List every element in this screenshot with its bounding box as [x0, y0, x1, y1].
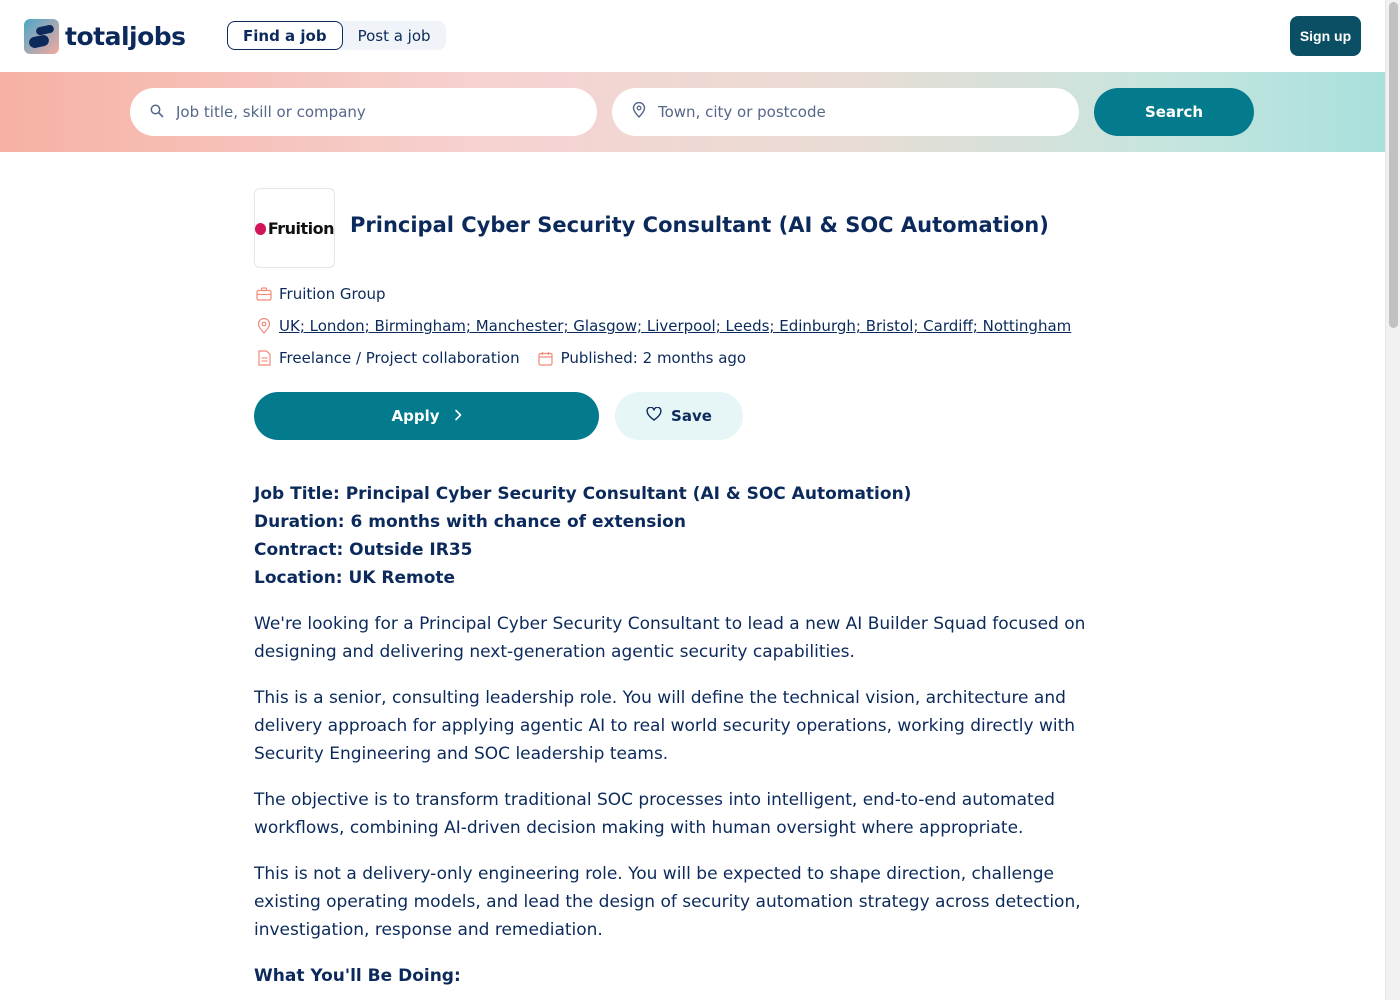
- apply-button[interactable]: [254, 392, 599, 440]
- calendar-icon: [538, 350, 554, 366]
- job-facts: [254, 480, 1124, 592]
- location-pin-icon: [256, 318, 272, 334]
- nav-post-a-job[interactable]: Post a job: [357, 26, 431, 45]
- search-icon: [150, 103, 164, 122]
- fact-job-title: Job Title: Principal Cyber Security Consultant (AI & SOC Automation): [254, 484, 912, 504]
- search-band: [0, 72, 1385, 152]
- totaljobs-logo[interactable]: [24, 18, 186, 54]
- sign-up-button[interactable]: Sign up: [1290, 16, 1361, 56]
- description-paragraph: This is a senior, consulting leadership role. You will define the technical vision, architecture and delivery approach for applying agentic AI to real world security operations, working directly with Security Engineering and SOC leadership teams.: [254, 688, 1076, 764]
- job-title: Principal Cyber Security Consultant (AI & SOC Automation): [350, 213, 1049, 237]
- briefcase-icon: [256, 286, 272, 302]
- save-button[interactable]: [615, 392, 743, 440]
- description-paragraph: The objective is to transform traditional SOC processes into intelligent, end-to-end automated workflows, combining AI-driven decision making with human oversight where appropriate.: [254, 790, 1055, 838]
- job-description: [254, 480, 1124, 990]
- job-type-row: [256, 349, 746, 367]
- section-heading: What You'll Be Doing:: [254, 966, 461, 986]
- location-input[interactable]: [656, 102, 1056, 122]
- logo-text: totaljobs: [65, 21, 186, 51]
- job-title-input[interactable]: [174, 102, 574, 122]
- company-name: Fruition Group: [279, 285, 386, 303]
- what-search-field[interactable]: [130, 88, 597, 136]
- save-label: Save: [671, 407, 712, 425]
- page-scrollbar[interactable]: [1385, 0, 1400, 1000]
- where-search-field[interactable]: [612, 88, 1079, 136]
- fact-location: Location: UK Remote: [254, 568, 456, 588]
- nav-toggle: [227, 21, 446, 50]
- apply-label: Apply: [391, 407, 440, 425]
- company-row: [256, 285, 386, 303]
- description-paragraph: We're looking for a Principal Cyber Security Consultant to lead a new AI Builder Squad focused on designing and delivering next-generation agentic security capabilities.: [254, 614, 1086, 662]
- job-locations-link[interactable]: UK; London; Birmingham; Manchester; Glasgow; Liverpool; Leeds; Edinburgh; Bristol; Cardiff; Nottingham: [279, 317, 1072, 335]
- company-logo-text: Fruition: [267, 218, 334, 238]
- fact-duration: Duration: 6 months with chance of extension: [254, 512, 686, 532]
- job-type: Freelance / Project collaboration: [279, 349, 520, 367]
- fact-contract: Contract: Outside IR35: [254, 540, 473, 560]
- location-row: [256, 317, 1071, 335]
- top-header: [0, 0, 1385, 72]
- document-icon: [256, 350, 272, 366]
- location-pin-icon: [632, 102, 646, 122]
- chevron-right-icon: [454, 407, 462, 425]
- nav-find-a-job[interactable]: Find a job: [227, 21, 343, 50]
- heart-icon: [646, 407, 662, 425]
- totaljobs-logo-icon: [24, 19, 59, 54]
- scrollbar-thumb[interactable]: [1389, 2, 1398, 328]
- description-paragraph: This is not a delivery-only engineering role. You will be expected to shape direction, challenge existing operating models, and lead the design of security automation strategy across detection, investigation, response and remediation.: [254, 864, 1081, 940]
- search-button[interactable]: Search: [1094, 88, 1254, 136]
- fruition-logo-icon: [255, 223, 266, 235]
- published-date: Published: 2 months ago: [560, 349, 747, 367]
- company-logo[interactable]: [254, 188, 335, 268]
